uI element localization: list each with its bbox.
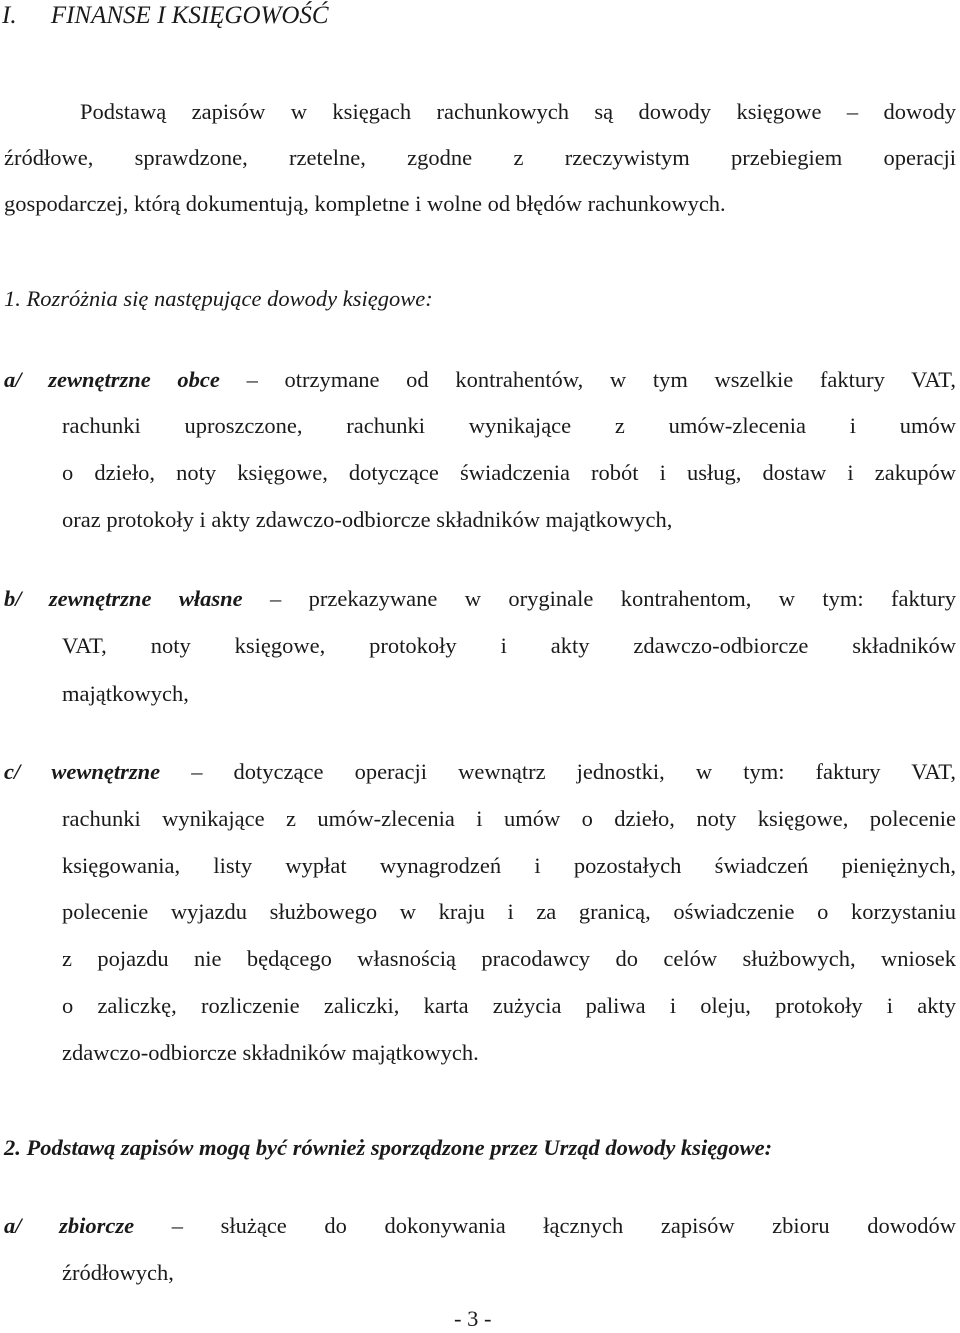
item-a-line-2: rachunki uproszczone, rachunki wynikające z umów-zlecenia i umów bbox=[62, 413, 956, 438]
item-c-term: wewnętrzne bbox=[51, 759, 161, 784]
item-c-line-7: zdawczo-odbiorcze składników majątkowych. bbox=[62, 1040, 479, 1065]
intro-line-1: Podstawą zapisów w księgach rachunkowych są dowody księgowe – dowody bbox=[80, 99, 956, 124]
item-a-line-1 bbox=[4, 366, 956, 394]
item-c-marker: c/ bbox=[4, 759, 21, 784]
item-b-text: – przekazywane w oryginale kontrahentom, w tym: faktury bbox=[270, 586, 957, 611]
item-b-line-2: VAT, noty księgowe, protokoły i akty zdawczo-odbiorcze składników bbox=[62, 633, 956, 658]
section-2-item-a-marker: a/ bbox=[4, 1213, 22, 1238]
item-c-line-5: z pojazdu nie będącego własnością pracodawcy do celów służbowych, wniosek bbox=[62, 946, 956, 971]
item-a-term: zewnętrzne obce bbox=[48, 367, 220, 392]
item-a-marker: a/ bbox=[4, 367, 22, 392]
section-2-heading: 2. Podstawą zapisów mogą być również sporządzone przez Urząd dowody księgowe: bbox=[4, 1135, 773, 1160]
intro-line-3: gospodarczej, którą dokumentują, kompletne i wolne od błędów rachunkowych. bbox=[4, 191, 726, 216]
item-b-line-1 bbox=[4, 585, 956, 613]
section-2-item-a-line-1 bbox=[4, 1212, 956, 1240]
item-c-line-1 bbox=[4, 758, 956, 786]
item-c-line-3: księgowania, listy wypłat wynagrodzeń i pozostałych świadczeń pieniężnych, bbox=[62, 853, 956, 878]
item-b-marker: b/ bbox=[4, 586, 22, 611]
item-c-line-6: o zaliczkę, rozliczenie zaliczki, karta zużycia paliwa i oleju, protokoły i akty bbox=[62, 993, 956, 1018]
chapter-title: FINANSE I KSIĘGOWOŚĆ bbox=[50, 2, 329, 29]
item-a-line-4: oraz protokoły i akty zdawczo-odbiorcze składników majątkowych, bbox=[62, 507, 673, 532]
item-c-line-4: polecenie wyjazdu służbowego w kraju i za granicą, oświadczenie o korzystaniu bbox=[62, 899, 956, 924]
page-number: - 3 - bbox=[454, 1306, 492, 1331]
item-c-text: – dotyczące operacji wewnątrz jednostki, w tym: faktury VAT, bbox=[191, 759, 956, 784]
item-c-line-2: rachunki wynikające z umów-zlecenia i umów o dzieło, noty księgowe, polecenie bbox=[62, 806, 956, 831]
item-a-line-3: o dzieło, noty księgowe, dotyczące świadczenia robót i usług, dostaw i zakupów bbox=[62, 460, 956, 485]
item-b-term: zewnętrzne własne bbox=[48, 586, 243, 611]
section-2-item-a-term: zbiorcze bbox=[59, 1213, 135, 1238]
section-2-item-a-line-2: źródłowych, bbox=[62, 1260, 174, 1285]
item-a-text: – otrzymane od kontrahentów, w tym wszelkie faktury VAT, bbox=[246, 367, 956, 392]
section-1-heading: 1. Rozróżnia się następujące dowody księgowe: bbox=[4, 286, 433, 311]
intro-line-2: źródłowe, sprawdzone, rzetelne, zgodne z rzeczywistym przebiegiem operacji bbox=[4, 145, 956, 170]
chapter-heading bbox=[2, 2, 329, 30]
item-b-line-3: majątkowych, bbox=[62, 681, 189, 706]
section-2-item-a-text: – służące do dokonywania łącznych zapisów zbioru dowodów bbox=[171, 1213, 957, 1238]
chapter-number: I. bbox=[2, 2, 17, 29]
